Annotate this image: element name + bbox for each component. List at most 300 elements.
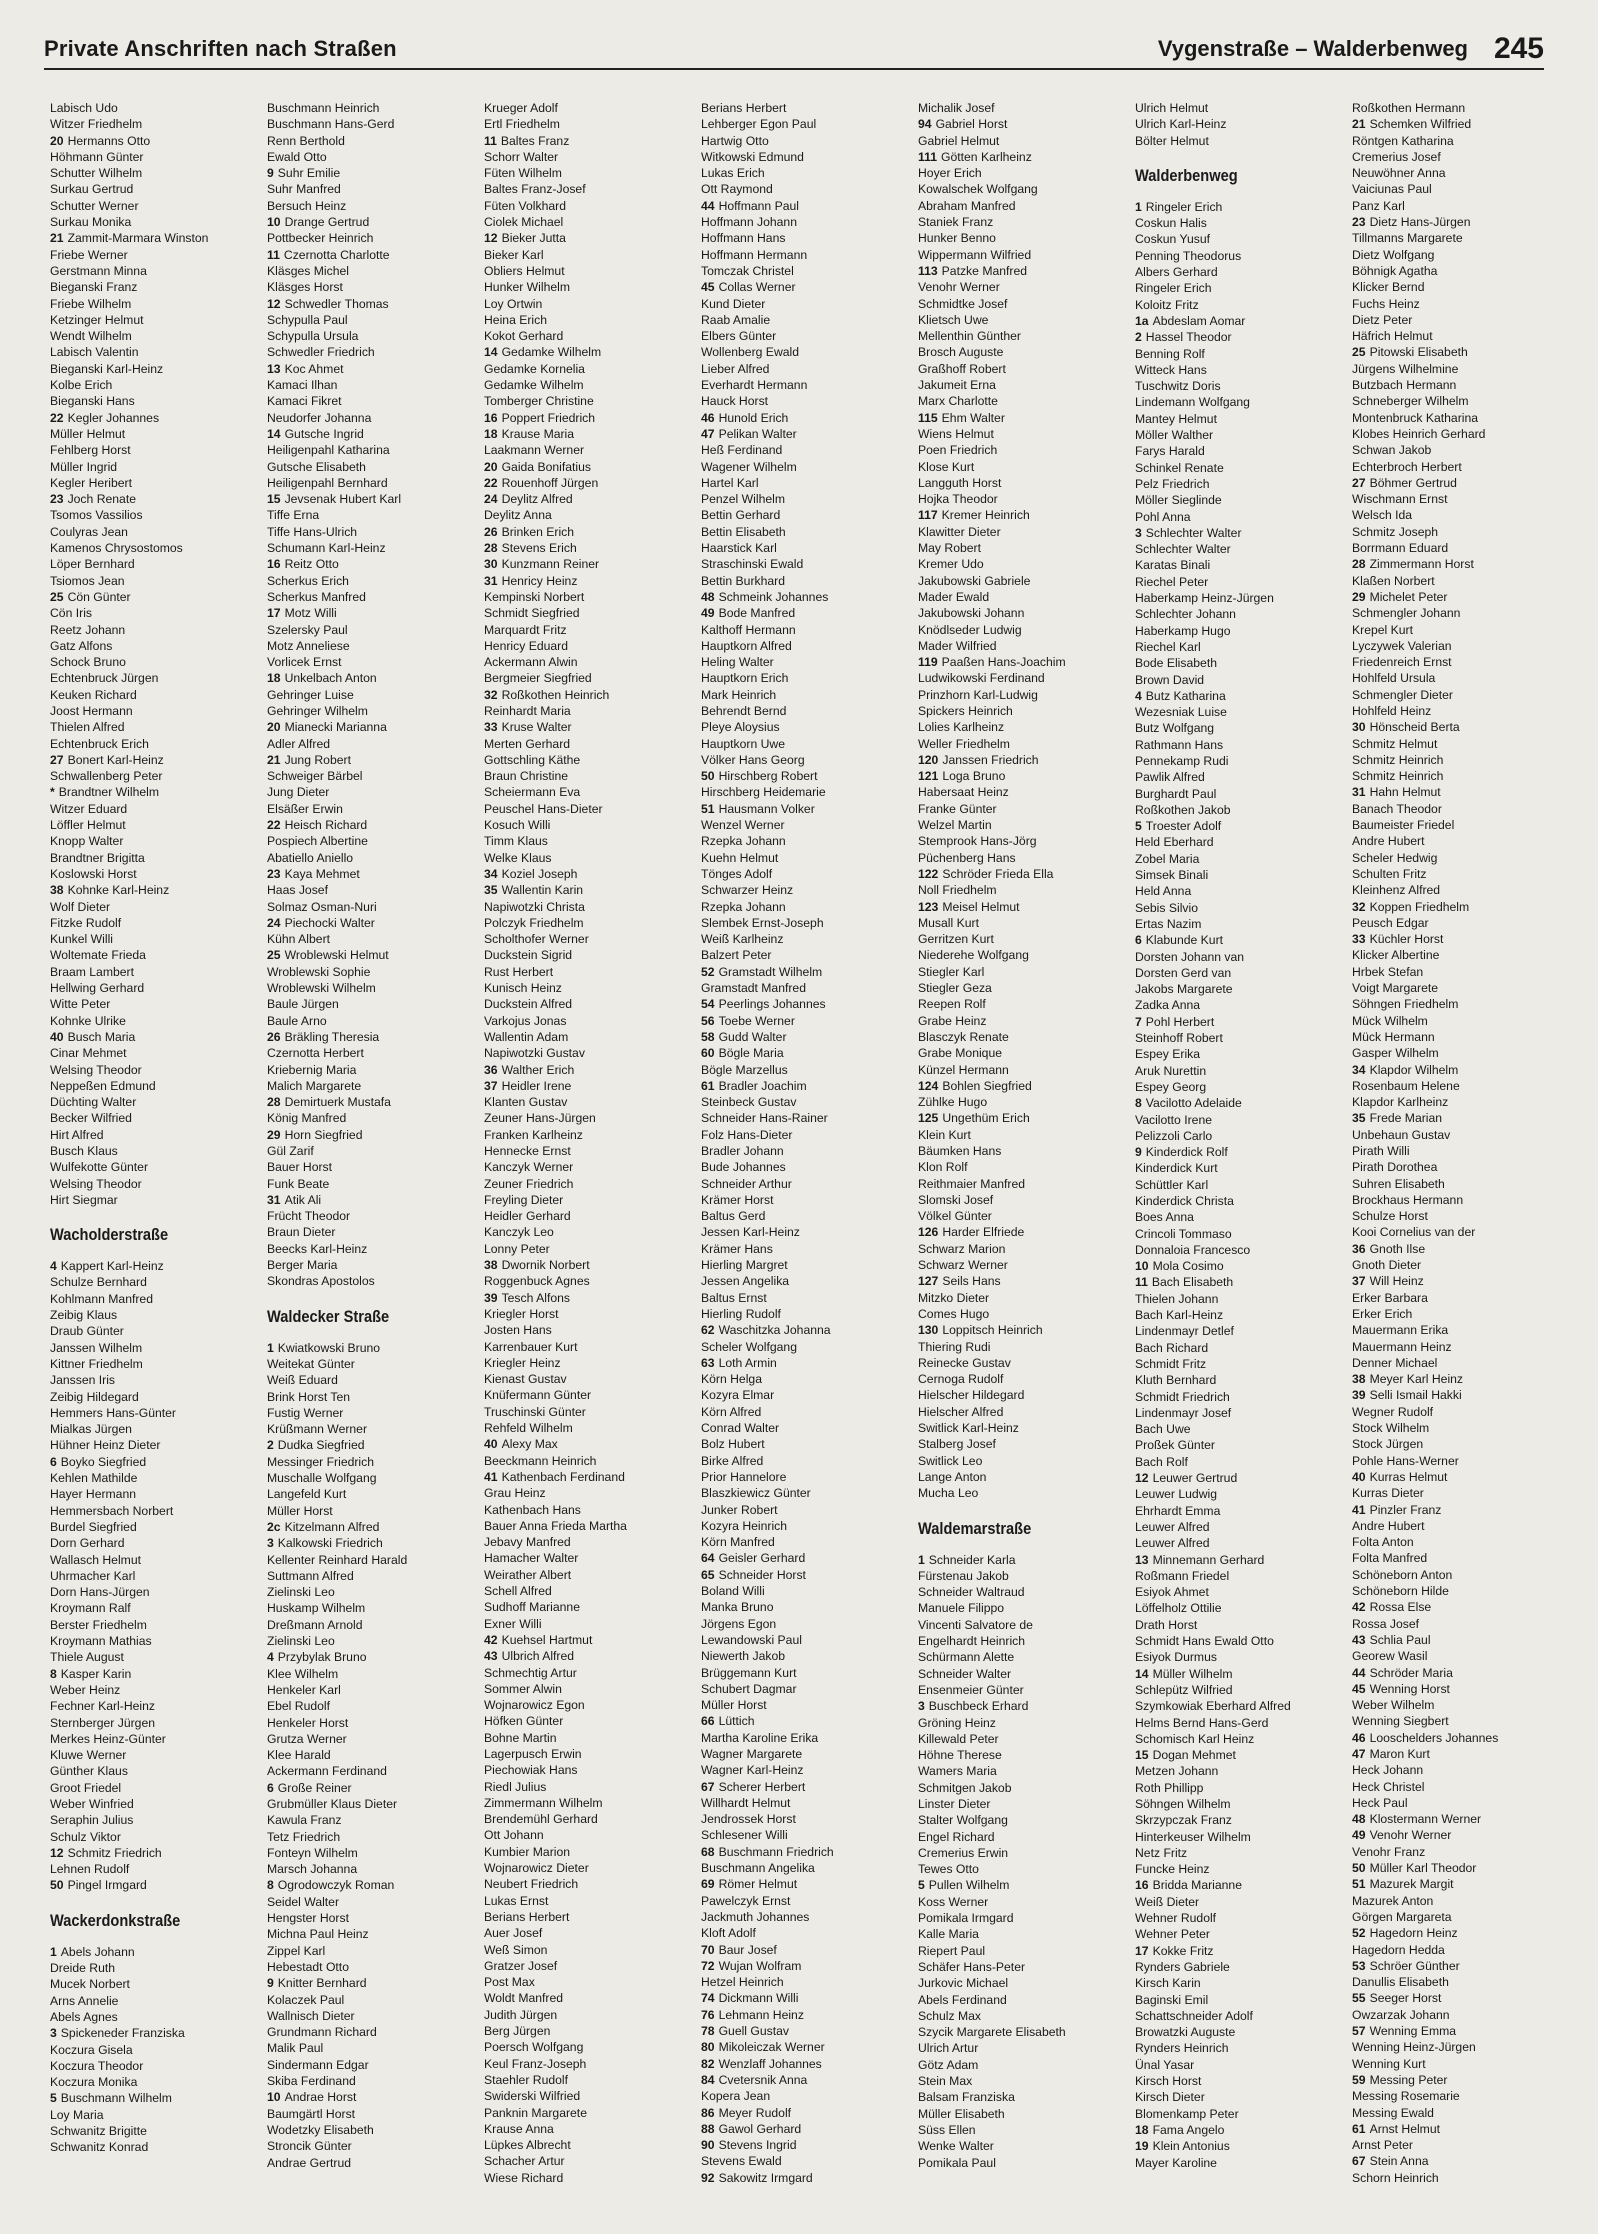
resident-name: Lüpkes Albrecht (484, 2138, 571, 2153)
address-entry (484, 768, 696, 784)
address-entry (484, 1567, 696, 1583)
address-entry (484, 296, 696, 312)
resident-name: Wroblewski Helmut (284, 948, 389, 963)
address-entry (1135, 1943, 1347, 1959)
address-entry (50, 1176, 262, 1192)
address-entry (1352, 768, 1564, 784)
street-heading: Wacholderstraße (50, 1225, 169, 1245)
address-entry (701, 768, 913, 784)
resident-name: Mark Heinrich (701, 687, 777, 702)
address-entry (1135, 1731, 1347, 1747)
address-entry (701, 312, 913, 328)
resident-name: Karatas Binali (1135, 558, 1211, 573)
resident-name: Baltus Gerd (701, 1209, 766, 1224)
address-entry (50, 1715, 262, 1731)
resident-name: Körn Alfred (701, 1404, 762, 1419)
resident-name: Czernotta Herbert (267, 1046, 364, 1061)
address-entry (50, 638, 262, 654)
resident-name: Borrmann Eduard (1352, 541, 1449, 556)
resident-name: Sindermann Edgar (267, 2057, 369, 2072)
house-number: 2c (267, 1519, 281, 1534)
resident-name: Abdeslam Aomar (1152, 313, 1246, 328)
resident-name: Motz Willi (284, 606, 337, 621)
address-entry (1352, 801, 1564, 817)
address-entry (50, 1503, 262, 1519)
address-entry (267, 817, 479, 833)
address-entry (484, 1811, 696, 1827)
resident-name: Cremerius Erwin (918, 1845, 1009, 1860)
address-entry (918, 1159, 1130, 1175)
address-entry (1135, 1274, 1347, 1290)
resident-name: Sudhoff Marianne (484, 1600, 580, 1615)
resident-name: Fehlberg Horst (50, 443, 131, 458)
address-entry (50, 491, 262, 507)
address-entry (267, 654, 479, 670)
resident-name: Schmidt Siegfried (484, 606, 580, 621)
address-entry (1352, 459, 1564, 475)
address-entry (50, 1078, 262, 1094)
resident-name: Baumgärtl Horst (267, 2106, 356, 2121)
resident-name: Friebe Werner (50, 247, 128, 262)
resident-name: Kirsch Karin (1135, 1976, 1201, 1991)
address-entry (1135, 297, 1347, 313)
resident-name: Coskun Halis (1135, 216, 1207, 231)
house-number: 22 (484, 475, 498, 490)
address-entry (50, 2123, 262, 2139)
house-number: 27 (50, 752, 64, 767)
house-number: 9 (267, 1976, 274, 1991)
address-entry (701, 1485, 913, 1501)
address-entry (701, 1143, 913, 1159)
address-entry (918, 1649, 1130, 1665)
house-number: 68 (701, 1844, 715, 1859)
address-entry (1352, 833, 1564, 849)
address-entry (1135, 1486, 1347, 1502)
resident-name: Hojka Theodor (918, 492, 998, 507)
address-entry (50, 1829, 262, 1845)
address-entry (1135, 883, 1347, 899)
address-entry (918, 605, 1130, 621)
resident-name: Gehringer Wilhelm (267, 703, 368, 718)
address-entry (484, 670, 696, 686)
resident-name: Straschinski Ewald (701, 557, 804, 572)
address-entry (701, 1371, 913, 1387)
resident-name: Spickeneder Franziska (60, 2026, 185, 2041)
address-entry (50, 1274, 262, 1290)
resident-name: Hagedorn Hedda (1352, 1942, 1445, 1957)
resident-name: Folz Hans-Dieter (701, 1127, 793, 1142)
resident-name: Zobel Maria (1135, 851, 1200, 866)
resident-name: Mauermann Erika (1352, 1323, 1449, 1338)
address-entry (484, 1616, 696, 1632)
resident-name: Röntgen Katharina (1352, 133, 1454, 148)
resident-name: Lüttich (718, 1714, 755, 1729)
resident-name: Wendt Wilhelm (50, 329, 132, 344)
address-entry (1135, 557, 1347, 573)
resident-name: Kumbier Marion (484, 1844, 571, 1859)
address-entry (918, 1355, 1130, 1371)
resident-name: Scheiermann Eva (484, 785, 581, 800)
resident-name: Ungethüm Erich (942, 1111, 1030, 1126)
address-entry (484, 719, 696, 735)
address-entry (701, 1518, 913, 1534)
resident-name: Schulz Viktor (50, 1829, 121, 1844)
resident-name: Brüggemann Kurt (701, 1665, 797, 1680)
resident-name: Vorlicek Ernst (267, 655, 342, 670)
resident-name: Cremerius Josef (1352, 149, 1441, 164)
column-6 (1135, 100, 1347, 2220)
resident-name: Duckstein Alfred (484, 997, 573, 1012)
resident-name: Gratzer Josef (484, 1958, 558, 1973)
address-entry (918, 491, 1130, 507)
resident-name: Baur Josef (718, 1942, 777, 1957)
address-entry (267, 1617, 479, 1633)
address-entry (484, 1844, 696, 1860)
address-entry (1352, 605, 1564, 621)
resident-name: Balsam Franziska (918, 2090, 1015, 2105)
address-entry (50, 2009, 262, 2025)
resident-name: Willhardt Helmut (701, 1795, 791, 1810)
resident-name: Klapdor Wilhelm (1369, 1062, 1459, 1077)
resident-name: Motz Anneliese (267, 638, 350, 653)
resident-name: Neuwöhner Anna (1352, 166, 1446, 181)
address-entry (918, 1436, 1130, 1452)
address-entry (701, 2072, 913, 2088)
address-entry (267, 1633, 479, 1649)
address-entry (701, 1550, 913, 1566)
address-entry (267, 1666, 479, 1682)
house-number: 119 (918, 655, 938, 670)
address-entry (50, 524, 262, 540)
address-entry (701, 1665, 913, 1681)
resident-name: Mazurek Margit (1369, 1877, 1454, 1892)
address-entry (701, 850, 913, 866)
address-entry (701, 1110, 913, 1126)
resident-name: Schlia Paul (1369, 1632, 1431, 1647)
address-entry (50, 2042, 262, 2058)
resident-name: Schmengler Johann (1352, 606, 1461, 621)
resident-name: Koczura Theodor (50, 2058, 144, 2073)
resident-name: Sakowitz Irmgard (718, 2170, 813, 2185)
address-entry (50, 784, 262, 800)
address-entry (50, 1143, 262, 1159)
address-entry (1352, 1485, 1564, 1501)
house-number: 6 (50, 1454, 57, 1469)
address-entry (1135, 1975, 1347, 1991)
address-entry (1135, 1780, 1347, 1796)
address-entry (1352, 133, 1564, 149)
resident-name: Heidler Irene (501, 1078, 572, 1093)
address-entry (50, 296, 262, 312)
resident-name: Klicker Bernd (1352, 280, 1425, 295)
street-heading: Walderbenweg (1135, 165, 1238, 185)
address-entry (918, 133, 1130, 149)
house-number: 50 (50, 1878, 64, 1893)
resident-name: Burghardt Paul (1135, 786, 1217, 801)
resident-name: Prinzhorn Karl-Ludwig (918, 687, 1038, 702)
house-number: 18 (267, 671, 281, 686)
address-entry (1352, 1241, 1564, 1257)
resident-name: Bridda Marianne (1152, 1878, 1242, 1893)
resident-name: Kunkel Willi (50, 932, 113, 947)
resident-name: Bach Richard (1135, 1340, 1209, 1355)
address-entry (1135, 1649, 1347, 1665)
resident-name: Brown David (1135, 672, 1205, 687)
address-entry (1135, 900, 1347, 916)
resident-name: Lonny Peter (484, 1241, 550, 1256)
resident-name: Kegler Heribert (50, 475, 132, 490)
resident-name: Hahn Helmut (1369, 785, 1441, 800)
street-heading: Wackerdonkstraße (50, 1910, 181, 1930)
address-entry (918, 1387, 1130, 1403)
resident-name: Bölter Helmut (1135, 133, 1209, 148)
address-entry (1135, 655, 1347, 671)
resident-name: Kunisch Heinz (484, 981, 562, 996)
resident-name: Stiegler Karl (918, 964, 985, 979)
address-entry (1352, 2105, 1564, 2121)
address-entry (484, 687, 696, 703)
resident-name: Müller Helmut (50, 426, 126, 441)
address-entry (267, 181, 479, 197)
resident-name: Conrad Walter (701, 1421, 780, 1436)
resident-name: Grutza Werner (267, 1731, 347, 1746)
address-entry (1135, 1747, 1347, 1763)
address-entry (918, 1796, 1130, 1812)
resident-name: Reepen Rolf (918, 997, 986, 1012)
address-entry (484, 1599, 696, 1615)
address-entry (701, 1860, 913, 1876)
resident-name: Roßkothen Hermann (1352, 101, 1466, 115)
house-number: 1 (267, 1340, 274, 1355)
address-entry (1352, 1860, 1564, 1876)
resident-name: Gatz Alfons (50, 638, 113, 653)
resident-name: Ebel Rudolf (267, 1699, 331, 1714)
resident-name: Montenbruck Katharina (1352, 410, 1479, 425)
house-number: 11 (484, 133, 497, 148)
resident-name: Wallentin Karin (501, 883, 584, 898)
house-number: 62 (701, 1323, 715, 1338)
resident-name: Hetzel Heinrich (701, 1975, 784, 1990)
resident-name: Baltes Franz-Josef (484, 182, 586, 197)
resident-name: Völkel Günter (918, 1209, 992, 1224)
address-entry (701, 1062, 913, 1078)
resident-name: Ott Johann (484, 1828, 544, 1843)
address-entry (267, 100, 479, 116)
address-entry (50, 165, 262, 181)
resident-name: Mader Ewald (918, 589, 990, 604)
address-entry (484, 2023, 696, 2039)
address-entry (918, 1552, 1130, 1568)
resident-name: Maron Kurt (1369, 1746, 1430, 1761)
resident-name: Jakubowski Gabriele (918, 573, 1031, 588)
resident-name: Klanten Gustav (484, 1095, 568, 1110)
resident-name: Klose Kurt (918, 459, 975, 474)
address-entry (918, 1143, 1130, 1159)
address-entry (701, 296, 913, 312)
address-entry (701, 1339, 913, 1355)
house-number: 72 (701, 1958, 715, 1973)
address-entry (918, 1861, 1130, 1877)
address-entry (701, 1453, 913, 1469)
resident-name: Schypulla Ursula (267, 329, 359, 344)
resident-name: Cernoga Rudolf (918, 1372, 1004, 1387)
resident-name: Hirschberg Robert (718, 769, 818, 784)
resident-name: Graßhoff Robert (918, 361, 1006, 376)
resident-name: Fechner Karl-Heinz (50, 1699, 155, 1714)
address-entry (1352, 654, 1564, 670)
address-entry (1135, 2073, 1347, 2089)
address-entry (484, 1827, 696, 1843)
address-entry (1352, 230, 1564, 246)
resident-name: Simsek Binali (1135, 868, 1209, 883)
resident-name: Kroymann Mathias (50, 1634, 152, 1649)
resident-name: Jung Dieter (267, 785, 330, 800)
resident-name: Blasczyk Renate (918, 1029, 1009, 1044)
resident-name: Selli Ismail Hakki (1369, 1388, 1462, 1403)
resident-name: Hoffmann Johann (701, 215, 797, 230)
resident-name: Heina Erich (484, 312, 547, 327)
resident-name: Zammit-Marmara Winston (67, 231, 209, 246)
resident-name: Suttmann Alfred (267, 1568, 354, 1583)
resident-name: Skiba Ferdinand (267, 2074, 356, 2089)
resident-name: Kanczyk Werner (484, 1160, 574, 1175)
house-number: 2 (267, 1438, 274, 1453)
resident-name: Schwallenberg Peter (50, 769, 163, 784)
house-number: 9 (1135, 1145, 1142, 1160)
resident-name: Butz Wolfgang (1135, 721, 1215, 736)
resident-name: Weber Wilhelm (1352, 1698, 1435, 1713)
resident-name: Rzepka Johann (701, 834, 786, 849)
resident-name: Comes Hugo (918, 1306, 990, 1321)
resident-name: Grabe Monique (918, 1046, 1003, 1061)
resident-name: Kuehsel Hartmut (501, 1632, 593, 1647)
address-entry (50, 1454, 262, 1470)
address-entry (267, 1127, 479, 1143)
resident-name: Schlepütz Wilfried (1135, 1682, 1233, 1697)
resident-name: Merkes Heinz-Günter (50, 1731, 166, 1746)
address-entry (267, 1273, 479, 1289)
resident-name: Buschmann Wilhelm (60, 2091, 172, 2106)
resident-name: Espey Erika (1135, 1047, 1201, 1062)
resident-name: Klietsch Uwe (918, 312, 989, 327)
address-entry (1135, 2008, 1347, 2024)
address-entry (1352, 1045, 1564, 1061)
resident-name: Penning Theodorus (1135, 248, 1242, 263)
address-entry (918, 1731, 1130, 1747)
address-entry (484, 1876, 696, 1892)
address-entry (701, 133, 913, 149)
address-entry (267, 1470, 479, 1486)
house-number: 28 (267, 1095, 281, 1110)
address-entry (484, 426, 696, 442)
address-entry (1135, 264, 1347, 280)
address-entry (1135, 525, 1347, 541)
address-entry (267, 1110, 479, 1126)
address-entry (701, 149, 913, 165)
resident-name: Mauermann Heinz (1352, 1339, 1452, 1354)
address-entry (484, 2121, 696, 2137)
address-entry (1352, 312, 1564, 328)
resident-name: Neubert Friedrich (484, 1877, 579, 1892)
resident-name: Söhngen Friedhelm (1352, 997, 1459, 1012)
address-entry (1135, 949, 1347, 965)
address-entry (484, 133, 696, 149)
address-entry (701, 1893, 913, 1909)
resident-name: Prior Hannelore (701, 1469, 787, 1484)
address-entry (267, 719, 479, 735)
address-entry (918, 1257, 1130, 1273)
address-entry (701, 817, 913, 833)
address-entry (1352, 1387, 1564, 1403)
resident-name: Schulz Max (918, 2008, 981, 2023)
resident-name: Malik Paul (267, 2041, 324, 2056)
resident-name: Andre Hubert (1352, 1518, 1425, 1533)
address-entry (918, 475, 1130, 491)
resident-name: Wippermann Wilfried (918, 247, 1032, 262)
address-entry (1352, 2023, 1564, 2039)
resident-name: Dorsten Gerd van (1135, 965, 1232, 980)
address-entry (1352, 2121, 1564, 2137)
address-entry (484, 1893, 696, 1909)
resident-name: Junker Robert (701, 1502, 778, 1517)
resident-name: Woltemate Frieda (50, 948, 146, 963)
address-entry (918, 165, 1130, 181)
resident-name: Weber Winfried (50, 1796, 134, 1811)
resident-name: Kunzmann Reiner (501, 557, 600, 572)
resident-name: Lyczywek Valerian (1352, 638, 1452, 653)
address-entry (1135, 818, 1347, 834)
address-entry (267, 1535, 479, 1551)
resident-name: Dudka Siegfried (277, 1438, 365, 1453)
resident-name: Zeuner Hans-Jürgen (484, 1111, 596, 1126)
resident-name: Schneberger Wilhelm (1352, 394, 1469, 409)
resident-name: Bersuch Heinz (267, 198, 347, 213)
resident-name: Bögle Maria (718, 1046, 784, 1061)
address-entry (918, 736, 1130, 752)
resident-name: Kamenos Chrysostomos (50, 541, 183, 556)
resident-name: Funk Beate (267, 1176, 330, 1191)
address-entry (918, 442, 1130, 458)
address-entry (484, 980, 696, 996)
address-entry (918, 1617, 1130, 1633)
resident-name: Müller Ingrid (50, 459, 118, 474)
address-entry (484, 247, 696, 263)
resident-name: Grau Heinz (484, 1486, 546, 1501)
resident-name: Kowalschek Wolfgang (918, 182, 1038, 197)
resident-name: Baltes Franz (500, 133, 570, 148)
address-entry (918, 1110, 1130, 1126)
address-entry (267, 1503, 479, 1519)
resident-name: Pomikala Paul (918, 2155, 996, 2170)
address-entry (484, 442, 696, 458)
address-entry (701, 1583, 913, 1599)
resident-name: Mikoleiczak Werner (718, 2040, 825, 2055)
house-number: 20 (50, 133, 64, 148)
resident-name: Ulbrich Alfred (501, 1649, 575, 1664)
address-entry (1352, 1550, 1564, 1566)
address-entry (1135, 1177, 1347, 1193)
address-entry (267, 947, 479, 963)
address-entry (484, 198, 696, 214)
address-entry (50, 1812, 262, 1828)
resident-name: Söhngen Wilhelm (1135, 1796, 1231, 1811)
resident-name: Scherkus Manfred (267, 589, 366, 604)
house-number: 34 (1352, 1062, 1366, 1077)
resident-name: Bauer Horst (267, 1160, 333, 1175)
resident-name: Kirsch Horst (1135, 2074, 1202, 2089)
address-entry (1352, 1127, 1564, 1143)
resident-name: Hartwig Otto (701, 133, 769, 148)
